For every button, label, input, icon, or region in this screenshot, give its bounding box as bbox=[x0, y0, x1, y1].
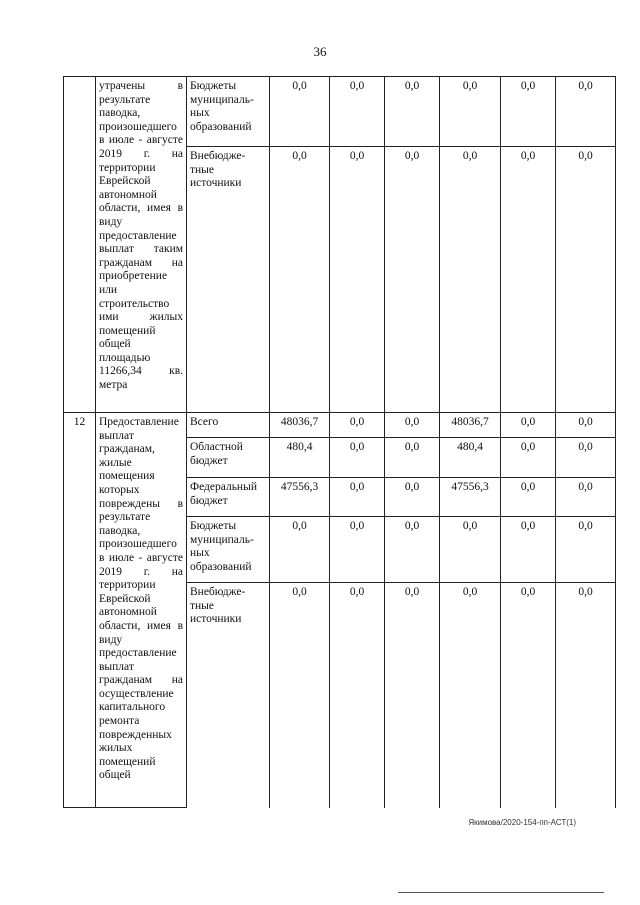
value-cell: 0,0 bbox=[330, 583, 385, 808]
source-label: Областной бюджет bbox=[187, 438, 270, 478]
source-label: Внебюдже-тные источники bbox=[187, 147, 270, 413]
value-cell: 0,0 bbox=[270, 517, 330, 583]
value-cell: 0,0 bbox=[330, 413, 385, 438]
value-cell: 0,0 bbox=[385, 413, 440, 438]
value-cell: 0,0 bbox=[440, 147, 501, 413]
source-label: Федеральный бюджет bbox=[187, 478, 270, 517]
document-id: Якимова/2020-154-пп-АСТ(1) bbox=[468, 818, 576, 827]
value-cell: 0,0 bbox=[385, 517, 440, 583]
value-cell: 0,0 bbox=[556, 147, 616, 413]
source-label: Внебюдже-тные источники bbox=[187, 583, 270, 808]
value-cell: 0,0 bbox=[385, 478, 440, 517]
value-cell: 480,4 bbox=[440, 438, 501, 478]
value-cell: 0,0 bbox=[501, 583, 556, 808]
value-cell: 0,0 bbox=[330, 147, 385, 413]
value-cell: 0,0 bbox=[330, 478, 385, 517]
value-cell: 0,0 bbox=[556, 77, 616, 147]
value-cell: 0,0 bbox=[501, 147, 556, 413]
source-label: Всего bbox=[187, 413, 270, 438]
value-cell: 0,0 bbox=[385, 438, 440, 478]
value-cell: 0,0 bbox=[501, 478, 556, 517]
value-cell: 0,0 bbox=[270, 147, 330, 413]
value-cell: 0,0 bbox=[440, 517, 501, 583]
value-cell: 0,0 bbox=[556, 478, 616, 517]
bottom-rule bbox=[398, 892, 604, 893]
value-cell: 0,0 bbox=[270, 583, 330, 808]
value-cell: 0,0 bbox=[440, 77, 501, 147]
budget-table bbox=[63, 76, 616, 808]
value-cell: 47556,3 bbox=[270, 478, 330, 517]
value-cell: 0,0 bbox=[556, 413, 616, 438]
page-number: 36 bbox=[313, 44, 327, 59]
value-cell: 0,0 bbox=[501, 517, 556, 583]
value-cell: 0,0 bbox=[385, 147, 440, 413]
value-cell: 0,0 bbox=[501, 438, 556, 478]
value-cell: 0,0 bbox=[501, 77, 556, 147]
value-cell: 480,4 bbox=[270, 438, 330, 478]
value-cell: 0,0 bbox=[385, 77, 440, 147]
value-cell: 0,0 bbox=[556, 583, 616, 808]
row-description: Предоставление выплат гражданам, жилые помещения которых повреждены в результате паводка, произошедшего в июле - августе 2019 г. на территории Еврейской автономной области, имея в виду предоставление выплат гражданам на осуществление капитального ремонта поврежденных жилых помещений общей bbox=[96, 413, 187, 808]
source-label: Бюджеты муниципаль-ных образований bbox=[187, 77, 270, 147]
value-cell: 0,0 bbox=[440, 583, 501, 808]
value-cell: 0,0 bbox=[330, 77, 385, 147]
value-cell: 47556,3 bbox=[440, 478, 501, 517]
value-cell: 0,0 bbox=[270, 77, 330, 147]
table-row bbox=[64, 413, 616, 438]
value-cell: 0,0 bbox=[330, 438, 385, 478]
row-number-cell bbox=[64, 77, 96, 413]
value-cell: 0,0 bbox=[385, 583, 440, 808]
value-cell: 48036,7 bbox=[440, 413, 501, 438]
row-number: 12 bbox=[64, 413, 96, 808]
table-row bbox=[64, 77, 616, 147]
value-cell: 0,0 bbox=[556, 517, 616, 583]
value-cell: 0,0 bbox=[556, 438, 616, 478]
row-description: утрачены в результате паводка, произошедшего в июле - августе 2019 г. на территории Еврейской автономной области, имея в виду предоставление выплат таким гражданам на приобретение или строительство ими жилых помещений общей площадью 11266,34 кв. метра bbox=[96, 77, 187, 413]
value-cell: 0,0 bbox=[501, 413, 556, 438]
source-label: Бюджеты муниципаль-ных образований bbox=[187, 517, 270, 583]
value-cell: 0,0 bbox=[330, 517, 385, 583]
value-cell: 48036,7 bbox=[270, 413, 330, 438]
